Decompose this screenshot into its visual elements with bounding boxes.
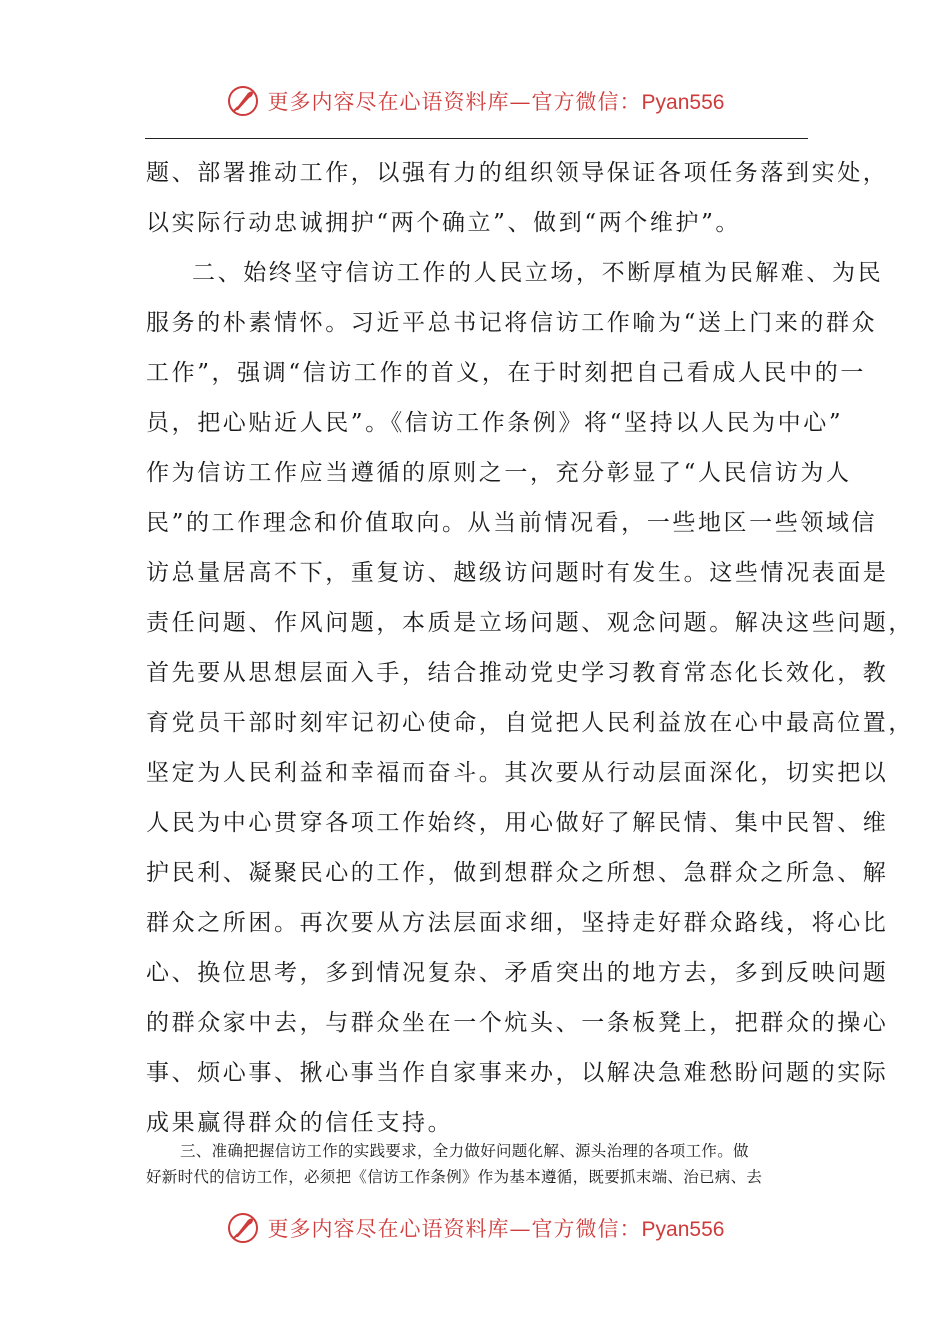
header-brand-wechat: 官方微信： [531,90,642,114]
body-text [146,148,914,1148]
body-line: 护民利、凝聚民心的工作，做到想群众之所想、急群众之所急、解 [146,860,889,886]
footer-brand-id: Pyan556 [641,1218,725,1241]
body-line: 坚定为人民利益和幸福而奋斗。其次要从行动层面深化，切实把以 [146,760,889,786]
header-brand-text [268,86,725,116]
body-line: 以实际行动忠诚拥护“两个确立”、做到“两个维护”。 [146,210,742,236]
body-line: 成果赢得群众的信任支持。 [146,1110,454,1136]
body-line: 育党员干部时刻牢记初心使命，自觉把人民利益放在心中最高位置， [146,710,914,736]
body-line: 服务的朴素情怀。习近平总书记将信访工作喻为“送上门来的群众 [146,310,878,336]
body-line: 的群众家中去，与群众坐在一个炕头、一条板凳上，把群众的操心 [146,1010,889,1036]
footer-brand-wechat: 官方微信： [531,1217,642,1241]
footer-brand-sep: — [509,1217,532,1241]
header-watermark [0,84,950,118]
body-line: 心、换位思考，多到情况复杂、矛盾突出的地方去，多到反映问题 [146,960,889,986]
footer-watermark [0,1211,950,1245]
body-line: 工作”，强调“信访工作的首义，在于时刻把自己看成人民中的一 [146,360,866,386]
header-divider [145,138,808,139]
quill-pen-logo-icon [226,84,260,118]
footer-brand-main: 更多内容尽在心语资料库 [267,1217,510,1241]
body-line: 题、部署推动工作，以强有力的组织领导保证各项任务落到实处， [146,160,889,186]
section-three-line: 好新时代的信访工作，必须把《信访工作条例》作为基本遵循，既要抓末端、治已病、去 [146,1168,763,1186]
body-line: 员，把心贴近人民”。《信访工作条例》将“坚持以人民为中心” [146,410,844,436]
section-three-line: 三、准确把握信访工作的实践要求，全力做好问题化解、源头治理的各项工作。做 [180,1142,749,1160]
header-brand-id: Pyan556 [641,91,725,114]
body-line: 责任问题、作风问题，本质是立场问题、观念问题。解决这些问题， [146,610,914,636]
footer-brand-text [268,1213,725,1243]
body-line: 访总量居高不下，重复访、越级访问题时有发生。这些情况表面是 [146,560,889,586]
section-three-text [146,1138,806,1190]
body-line: 群众之所困。再次要从方法层面求细，坚持走好群众路线，将心比 [146,910,889,936]
body-line: 事、烦心事、揪心事当作自家事来办，以解决急难愁盼问题的实际 [146,1060,889,1086]
body-line: 首先要从思想层面入手，结合推动党史学习教育常态化长效化，教 [146,660,889,686]
body-line: 作为信访工作应当遵循的原则之一，充分彰显了“人民信访为人 [146,460,852,486]
section-two-heading-line: 二、始终坚守信访工作的人民立场，不断厚植为民解难、为民 [192,260,884,286]
body-line: 民”的工作理念和价值取向。从当前情况看，一些地区一些领域信 [146,510,878,536]
body-line: 人民为中心贯穿各项工作始终，用心做好了解民情、集中民智、维 [146,810,889,836]
header-brand-sep: — [509,90,532,114]
header-brand-main: 更多内容尽在心语资料库 [267,90,510,114]
quill-pen-logo-icon [226,1211,260,1245]
